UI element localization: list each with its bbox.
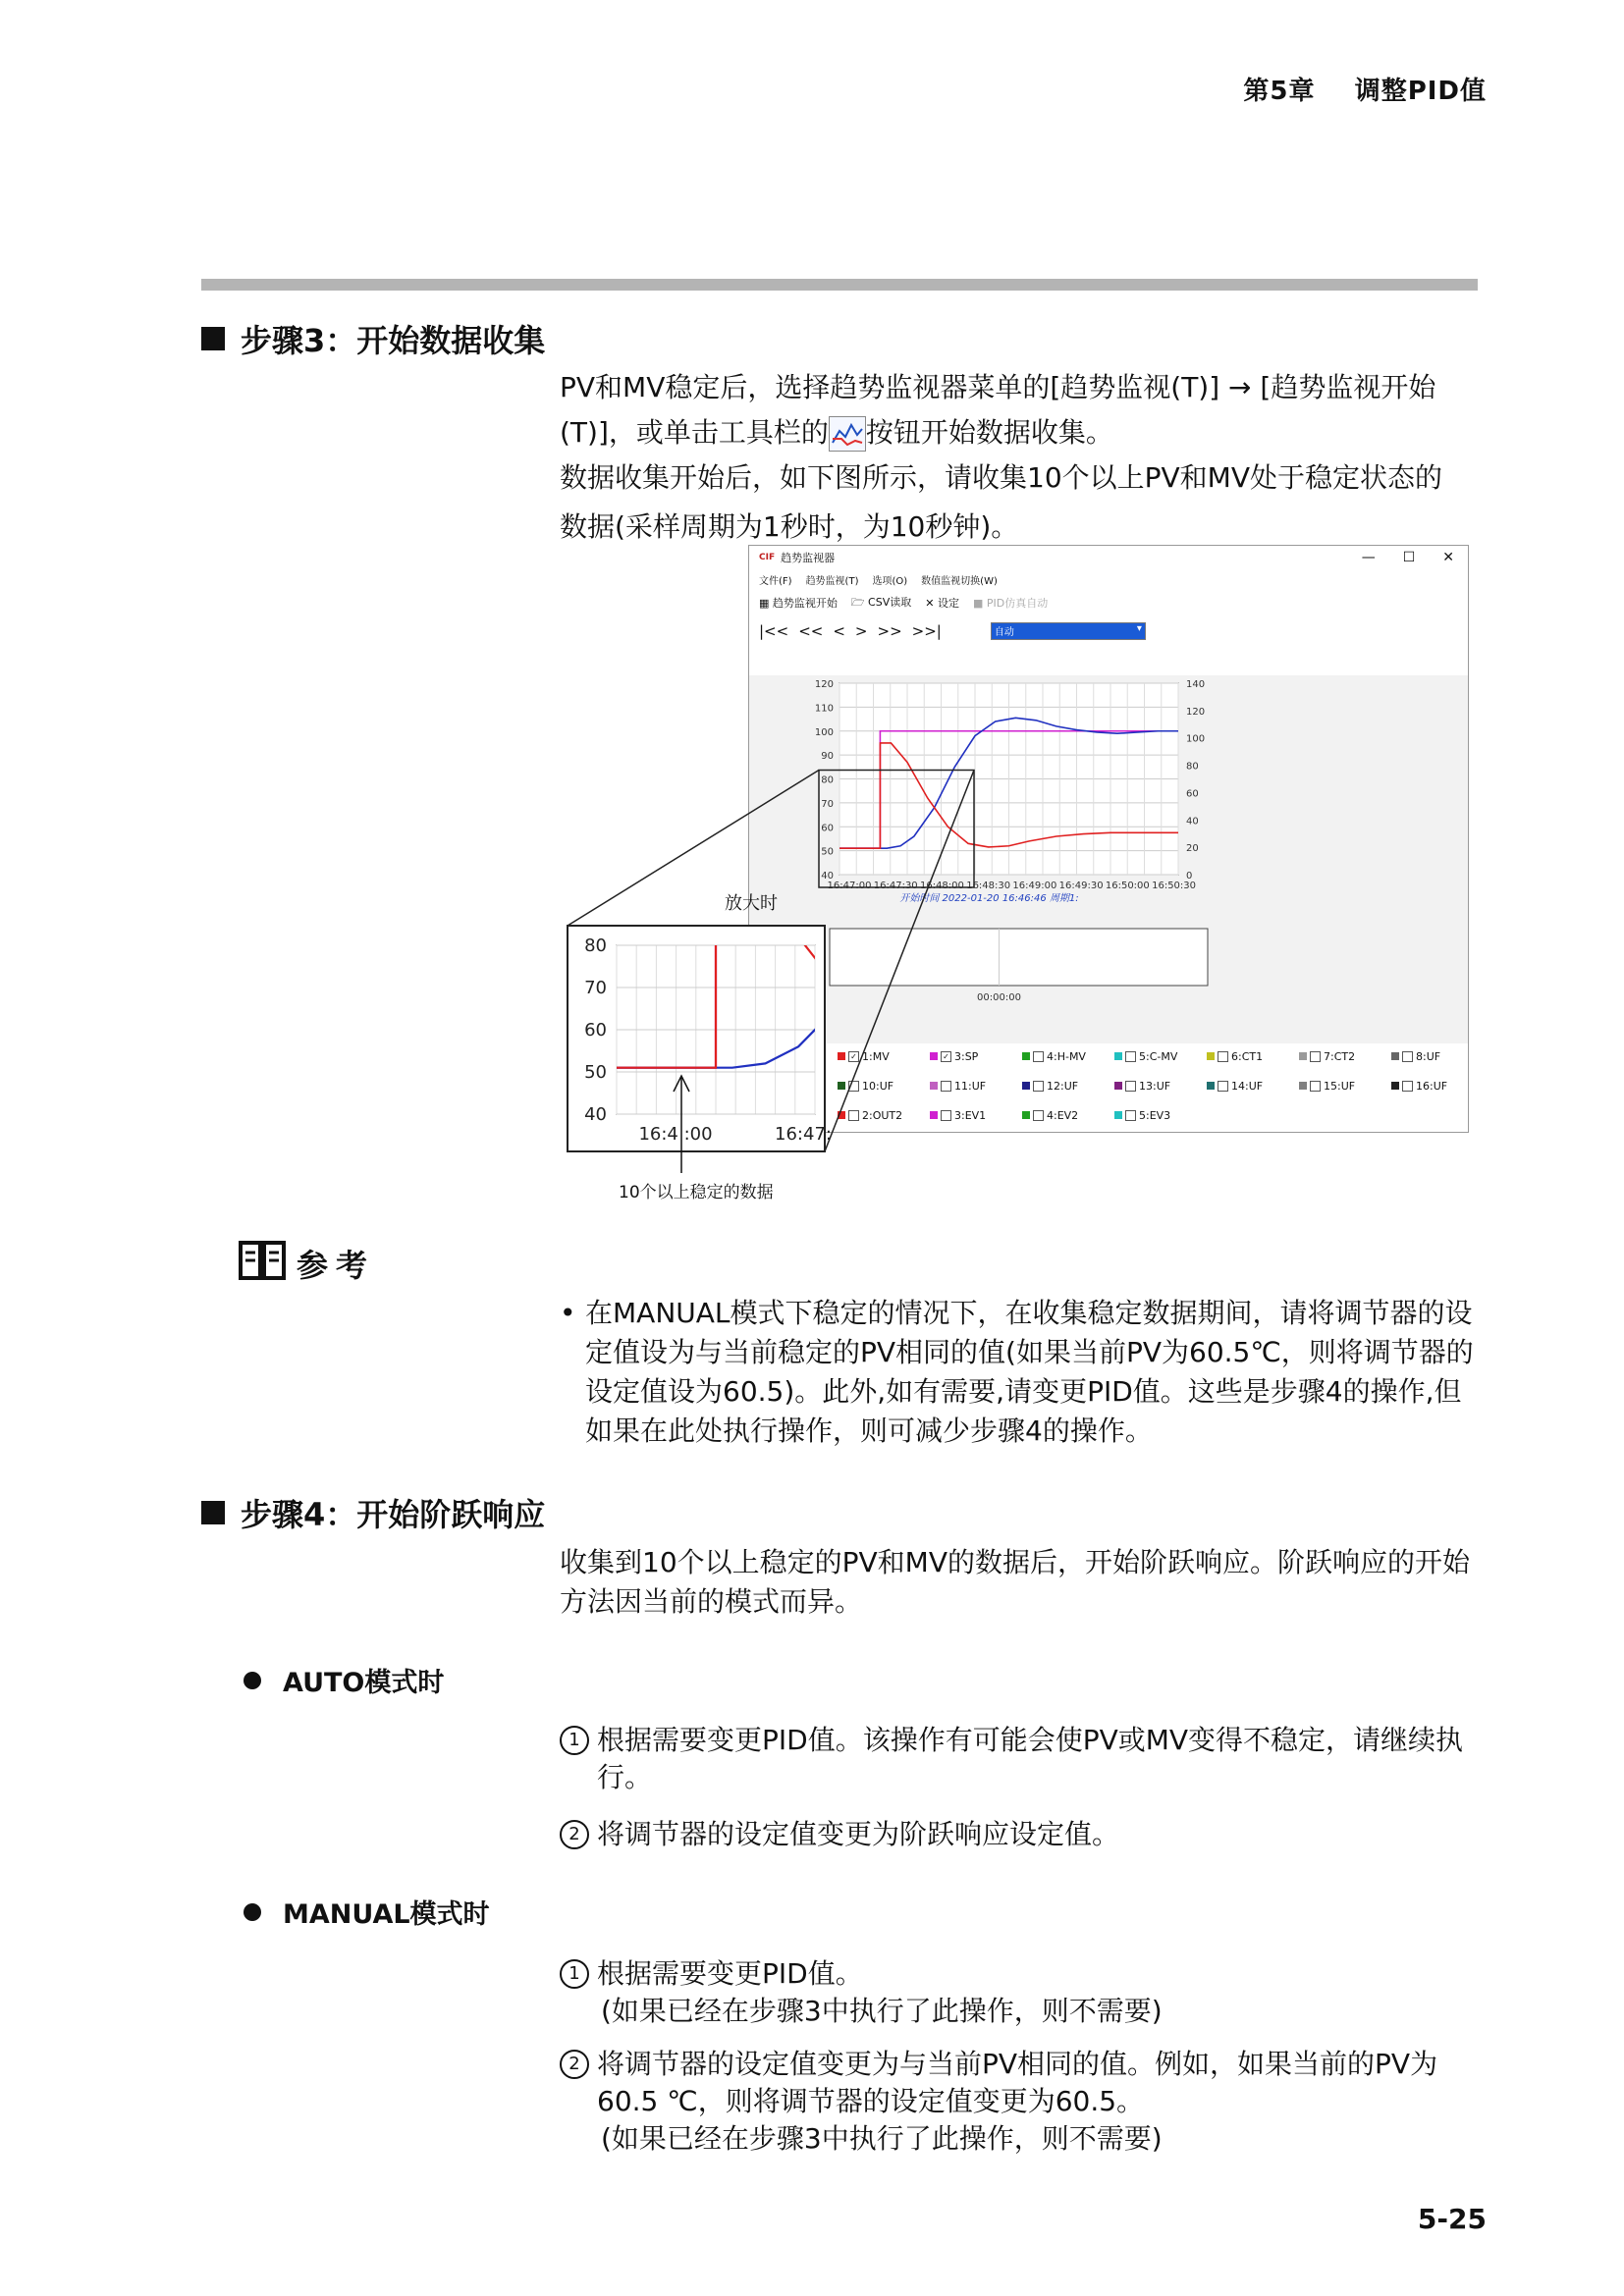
book-icon — [239, 1239, 286, 1286]
right-tick-label: 0 — [1186, 871, 1193, 881]
legend-label: 7:CT2 — [1324, 1049, 1356, 1063]
nav-fast-back-button[interactable]: << — [798, 622, 824, 640]
step4-heading-text: 步骤4：开始阶跃响应 — [241, 1496, 546, 1533]
right-tick-label: 80 — [1186, 761, 1199, 773]
stable-data-annotation: 10个以上稳定的数据 — [619, 1183, 774, 1202]
zoom-y-tick-label: 70 — [584, 978, 607, 998]
zoom-y-tick-label: 50 — [584, 1062, 607, 1083]
nav-forward-button[interactable]: > — [854, 622, 868, 640]
start-time-label: 开始时间 2022-01-20 16:46:46 周期1: — [899, 893, 1079, 904]
x-tick-label: 16:47:00 — [827, 881, 872, 891]
menu-trend[interactable]: 趋势监视(T) — [805, 575, 859, 587]
auto-step-2 — [560, 1816, 1478, 1853]
nav-last-button[interactable]: >>| — [911, 622, 942, 640]
legend-label: 1:MV — [862, 1049, 890, 1063]
square-bullet-icon — [201, 1501, 225, 1524]
zoom-y-tick-label: 60 — [584, 1020, 607, 1041]
app-logo-icon: CIF — [759, 553, 776, 562]
close-button[interactable]: ✕ — [1442, 550, 1454, 565]
legend-label: 6:CT1 — [1231, 1049, 1264, 1063]
csv-read-label: CSV读取 — [868, 595, 912, 609]
trend-start-label: 趋势监视开始 — [772, 597, 838, 610]
minimize-button[interactable]: — — [1361, 550, 1376, 565]
settings-label: 设定 — [937, 597, 959, 610]
window-title: 趋势监视器 — [781, 552, 836, 564]
left-tick-label: 110 — [814, 703, 834, 715]
right-tick-label: 60 — [1186, 788, 1199, 800]
legend-label: 3:EV1 — [954, 1108, 987, 1122]
step4-paragraph: 收集到10个以上稳定的PV和MV的数据后，开始阶跃响应。阶跃响应的开始方法因当前的模式而异。 — [560, 1546, 1470, 1618]
folder-icon: 🗁 — [850, 595, 865, 609]
chapter-title: 调整PID值 — [1354, 77, 1487, 106]
dot-bullet-icon — [244, 1672, 261, 1689]
left-tick-label: 100 — [814, 726, 834, 738]
x-tick-label: 16:49:00 — [1012, 881, 1057, 891]
page-number: 5-25 — [1417, 2203, 1487, 2235]
chevron-down-icon: ▾ — [1136, 623, 1142, 634]
step3-line2a: (T)]，或单击工具栏的 — [560, 416, 829, 449]
legend-label: 8:UF — [1416, 1049, 1441, 1063]
manual-step-1 — [560, 1955, 1478, 2030]
legend-label: 11:UF — [954, 1079, 987, 1093]
legend-label: 14:UF — [1231, 1079, 1264, 1093]
step-number: 1 — [560, 1726, 589, 1755]
manual-step-2-note: (如果已经在步骤3中执行了此操作，则不需要) — [601, 2122, 1163, 2155]
legend-label: 4:H-MV — [1047, 1049, 1086, 1063]
right-tick-label: 140 — [1186, 679, 1206, 690]
left-tick-label: 90 — [821, 751, 834, 763]
nav-fast-forward-button[interactable]: >> — [877, 622, 902, 640]
right-tick-label: 20 — [1186, 843, 1199, 855]
left-tick-label: 70 — [821, 798, 834, 810]
right-tick-label: 40 — [1186, 816, 1199, 828]
legend-label: 3:SP — [954, 1049, 979, 1063]
menu-options[interactable]: 选项(O) — [872, 575, 908, 587]
auto-mode-heading — [244, 1661, 444, 1699]
auto-step-1-text: 根据需要变更PID值。该操作有可能会使PV或MV变得不稳定，请继续执行。 — [597, 1724, 1464, 1793]
legend-label: 12:UF — [1047, 1079, 1079, 1093]
manual-step-2 — [560, 2046, 1478, 2158]
manual-step-1-text: 根据需要变更PID值。 — [597, 1957, 863, 1990]
step-number: 2 — [560, 1820, 589, 1849]
step4-heading — [201, 1490, 545, 1535]
manual-mode-title: MANUAL模式时 — [283, 1899, 490, 1930]
manual-step-2-text: 将调节器的设定值变更为与当前PV相同的值。例如，如果当前的PV为60.5 ℃，则将调节器的设定值变更为60.5。 — [597, 2048, 1438, 2117]
nav-back-button[interactable]: < — [833, 622, 845, 640]
chapter-label: 第5章 — [1243, 77, 1316, 106]
zoom-x-tick-label: 16:47: — [775, 1124, 832, 1145]
x-tick-label: 16:50:30 — [1152, 881, 1197, 891]
zoom-y-tick-label: 80 — [584, 935, 607, 956]
step3-line4: 数据(采样周期为1秒时，为10秒钟)。 — [560, 510, 1019, 543]
left-tick-label: 120 — [814, 679, 834, 690]
tools-icon: ✕ — [925, 597, 935, 610]
bullet-mark: • — [560, 1297, 576, 1329]
zoom-x-tick-label: 16:4 :00 — [638, 1124, 713, 1145]
legend-label: 13:UF — [1139, 1079, 1171, 1093]
zoom-label: 放大时 — [725, 893, 778, 914]
reference-title: 参考 — [297, 1247, 376, 1284]
sim-icon: ■ — [972, 597, 984, 610]
checkbox[interactable]: ✓ — [848, 1051, 859, 1062]
manual-step-1-note: (如果已经在步骤3中执行了此操作，则不需要) — [601, 1995, 1163, 2027]
step3-line3: 数据收集开始后，如下图所示，请收集10个以上PV和MV处于稳定状态的 — [560, 461, 1442, 494]
pid-sim-label: PID仿真自动 — [986, 597, 1049, 610]
legend-label: 5:EV3 — [1139, 1108, 1171, 1122]
auto-mode-title: AUTO模式时 — [283, 1668, 445, 1698]
x-tick-label: 16:49:30 — [1058, 881, 1104, 891]
reference-note — [560, 1294, 1478, 1451]
zoom-y-tick-label: 40 — [584, 1104, 607, 1125]
manual-mode-heading — [244, 1893, 490, 1931]
legend-label: 5:C-MV — [1139, 1049, 1178, 1063]
step3-line2b: 按钮开始数据收集。 — [865, 416, 1113, 449]
callout-line — [825, 771, 974, 1152]
checkbox[interactable]: ✓ — [941, 1051, 951, 1062]
auto-step-1 — [560, 1722, 1478, 1796]
x-tick-label: 16:50:00 — [1105, 881, 1150, 891]
left-tick-label: 60 — [821, 823, 834, 834]
x-tick-label: 16:48:30 — [966, 881, 1011, 891]
legend-label: 10:UF — [862, 1079, 894, 1093]
legend-label: 2:OUT2 — [862, 1108, 903, 1122]
step3-heading-text: 步骤3：开始数据收集 — [241, 322, 546, 359]
maximize-button[interactable]: ☐ — [1402, 550, 1416, 565]
dot-bullet-icon — [244, 1903, 261, 1921]
right-tick-label: 100 — [1186, 733, 1206, 745]
left-tick-label: 80 — [821, 774, 834, 786]
nav-first-button[interactable]: |<< — [759, 622, 789, 640]
reference-text: 在MANUAL模式下稳定的情况下，在收集稳定数据期间，请将调节器的设定值设为与当前稳定的PV相同的值(如果当前PV为60.5℃，则将调节器的设定值设为60.5)。此外,如有需要,请变更PID值。这些是步骤4的操作,但如果在此处执行操作，则可减少步骤4的操作。 — [585, 1297, 1474, 1447]
legend-label: 15:UF — [1324, 1079, 1356, 1093]
left-tick-label: 40 — [821, 871, 834, 881]
callout-line — [568, 771, 819, 927]
right-tick-label: 120 — [1186, 706, 1206, 718]
legend-label: 16:UF — [1416, 1079, 1448, 1093]
chart-icon: ▦ — [759, 597, 770, 610]
lower-time-label: 00:00:00 — [977, 992, 1021, 1003]
menu-file[interactable]: 文件(F) — [759, 575, 792, 587]
legend-label: 4:EV2 — [1047, 1108, 1079, 1122]
menu-value-monitor[interactable]: 数值监视切换(W) — [921, 575, 998, 587]
x-tick-label: 16:47:30 — [873, 881, 918, 891]
step3-line1: PV和MV稳定后，选择趋势监视器菜单的[趋势监视(T)] → [趋势监视开始 — [560, 371, 1436, 403]
x-tick-label: 16:48:00 — [919, 881, 964, 891]
step-number: 1 — [560, 1959, 589, 1989]
scale-select-value: 自动 — [994, 627, 1014, 638]
auto-step-2-text: 将调节器的设定值变更为阶跃响应设定值。 — [597, 1818, 1120, 1850]
left-tick-label: 50 — [821, 846, 834, 858]
step-number: 2 — [560, 2050, 589, 2079]
